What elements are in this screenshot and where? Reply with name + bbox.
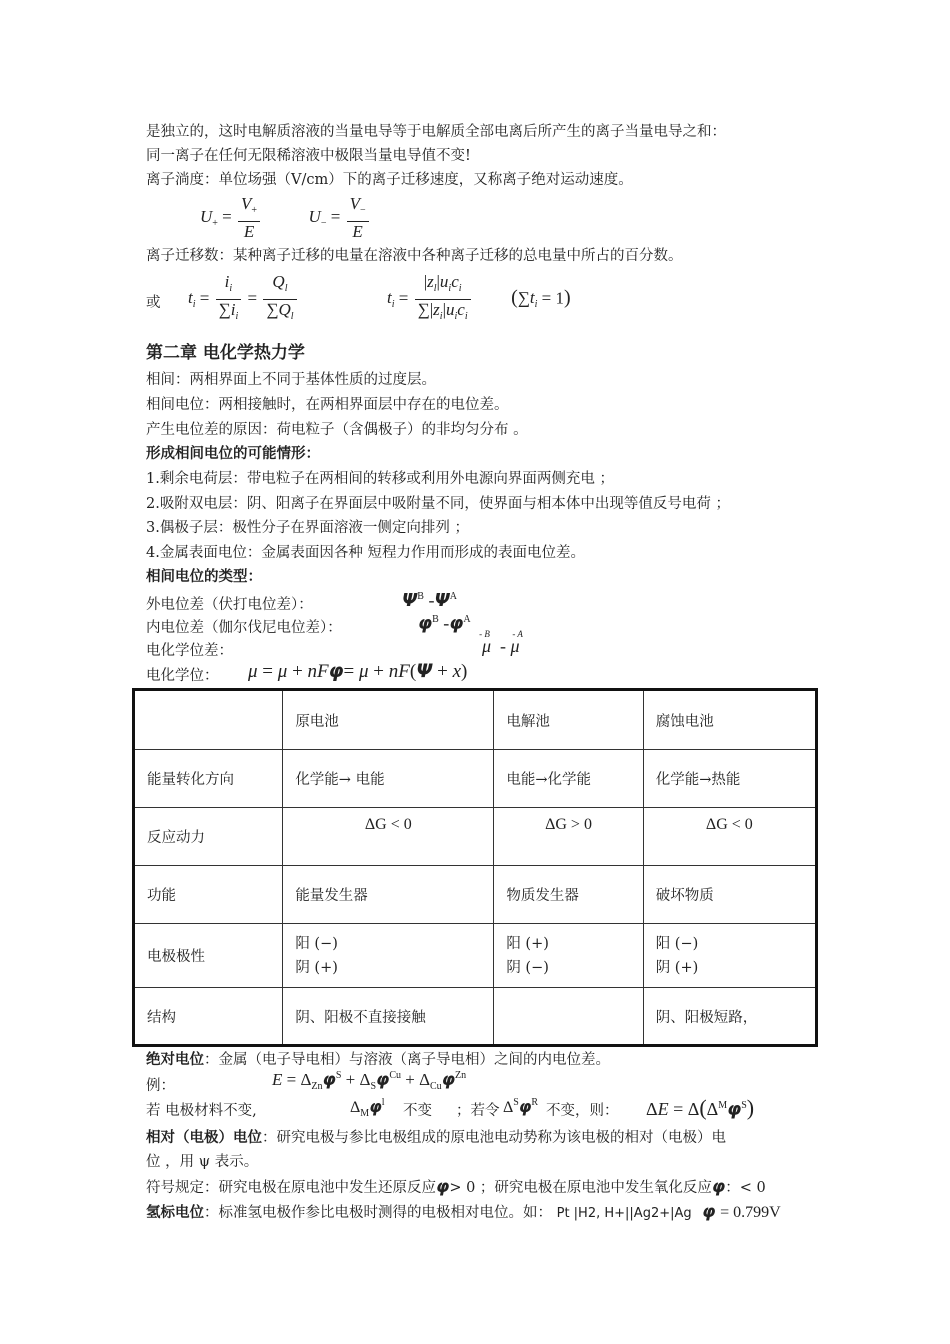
text-line: 同一离子在任何无限稀溶液中极限当量电导值不变! (146, 148, 471, 164)
text-line: 离子迁移数：某种离子迁移的电量在溶液中各种离子迁移的总电量中所占的百分数。 (146, 248, 683, 264)
table-cell (494, 988, 643, 1046)
table-row-label: 功能 (134, 866, 283, 924)
table-cell: ΔG < 0 (283, 808, 494, 866)
table-cell (494, 924, 643, 988)
term-relative-potential: 相对（电极）电位 (146, 1129, 262, 1146)
table-cell (283, 924, 494, 988)
text-line: 相间：两相界面上不同于基体性质的过度层。 (146, 372, 436, 388)
polarity-cathode: 阴 (−) (506, 959, 549, 976)
table-header-cell: 电解池 (494, 690, 643, 750)
list-item: 3.偶极子层：极性分子在界面溶液一侧定向排列 ； (146, 520, 469, 536)
text-line: 电化学位差： (146, 643, 233, 659)
table-row (134, 924, 817, 988)
table-cell: 阴、阳极短路， (643, 988, 816, 1046)
formula-ec-potential-diff: μ - μ (482, 636, 520, 656)
polarity-cathode: 阴 (+) (295, 959, 338, 976)
table-row-label: 能量转化方向 (134, 750, 283, 808)
text-line: 离子淌度：单位场强（V/cm）下的离子迁移速度，又称离子绝对运动速度。 (146, 172, 633, 188)
text-or: 或 (146, 295, 161, 311)
table-header-cell: 腐蚀电池 (643, 690, 816, 750)
formula-inner-potential: $\varphi^B$ $-\varphi^A$ $_{- B}$ $_{- A}$ (418, 613, 523, 639)
table-cell: 能量发生器 (283, 866, 494, 924)
table-cell: 阴、阳极不直接接触 (283, 988, 494, 1046)
text-line: 绝对电位：金属（电子导电相）与溶液（离子导电相）之间的内电位差。 (146, 1051, 610, 1068)
table-cell: 物质发生器 (494, 866, 643, 924)
formula-ec-potential: μ = μ + nFφ= μ + nF(Ψ + x) (248, 660, 468, 682)
text-line: 产生电位差的原因：荷电粒子（含偶极子）的非均匀分布 。 (146, 422, 528, 438)
table-row (134, 988, 817, 1046)
text-example: 例： (146, 1078, 175, 1094)
list-item: 2.吸附双电层：阴、阳离子在界面层中吸附量不同，使界面与相本体中出现等值反号电荷 ； (146, 496, 730, 512)
text-line: 若 电极材料不变, (146, 1103, 257, 1119)
text-line: 不变，则： (546, 1103, 619, 1119)
polarity-anode: 阳 (−) (655, 935, 699, 952)
text-line: 电化学位： (146, 668, 219, 684)
text-line: 外电位差（伏打电位差）： (146, 597, 313, 613)
formula-mobility: $U_+$ = $\frac{V_+}{E}$ $U_-$ = $\frac{V_-}{E}$ (200, 194, 371, 242)
table-cell: ΔG < 0 (643, 808, 816, 866)
chapter-title: 第二章 电化学热力学 (146, 343, 305, 363)
text-line: 符号规定：研究电极在原电池中发生还原反应φ> 0 ；研究电极在原电池中发生氧化反应φ：< 0 (146, 1177, 766, 1197)
formula-example: $E = \Delta_{Zn}\varphi^S + \Delta_S\varphi^{Cu} + \Delta_{Cu}\varphi^{Zn}$ (272, 1070, 467, 1092)
table-cell (643, 924, 816, 988)
polarity-anode: 阳 (+) (506, 935, 549, 952)
table-row (134, 750, 817, 808)
table-cell: 破坏物质 (643, 866, 816, 924)
table-row-label: 反应动力 (134, 808, 283, 866)
polarity-anode: 阳 (−) (295, 935, 338, 952)
text-line: 相对（电极）电位：研究电极与参比电极组成的原电池电动势称为该电极的相对（电极）电 (146, 1129, 726, 1146)
text-line: ；若令 (456, 1103, 500, 1119)
formula-reference: $\Delta^S\varphi^R$ (503, 1097, 539, 1116)
formula-condition: $\Delta_M\varphi^l$ (350, 1097, 385, 1119)
table-row (134, 808, 817, 866)
table-header-row (134, 690, 817, 750)
text-line: 不变 (403, 1103, 432, 1119)
table-row (134, 866, 817, 924)
text-line: 位 ，用 ψ 表示。 (146, 1154, 259, 1170)
text-line: 氢标电位：标准氢电极作参比电极时测得的电极相对电位。如： Pt |H2, H+||Ag2+|Ag φ = 0.799V (146, 1202, 781, 1222)
text-line: 相间电位：两相接触时，在两相界面层中存在的电位差。 (146, 397, 509, 413)
section-heading: 相间电位的类型： (146, 568, 262, 585)
polarity-cathode: 阴 (+) (655, 959, 699, 976)
table-row-label: 电极极性 (134, 924, 283, 988)
formula-delta-e: $\Delta E = \Delta(\Delta^M\varphi^S)$ (646, 1095, 755, 1120)
table-cell: 化学能→ 电能 (283, 750, 494, 808)
term-absolute-potential: 绝对电位 (146, 1051, 204, 1068)
table-header-cell: 原电池 (283, 690, 494, 750)
text-line: 是独立的，这时电解质溶液的当量电导等于电解质全部电离后所产生的离子当量电导之和： (146, 124, 726, 140)
table-header-cell (134, 690, 283, 750)
formula-outer-potential: $\Psi^B$ $-\Psi^A$ (402, 590, 457, 611)
table-cell: 电能→化学能 (494, 750, 643, 808)
comparison-table (132, 688, 818, 1047)
section-heading: 形成相间电位的可能情形： (146, 445, 320, 462)
table-cell: ΔG > 0 (494, 808, 643, 866)
text-line: 内电位差（伽尔伐尼电位差）： (146, 620, 342, 636)
list-item: 4.金属表面电位：金属表面因各种 短程力作用而形成的表面电位差。 (146, 545, 585, 561)
term-hydrogen-potential: 氢标电位 (146, 1204, 204, 1221)
list-item: 1.剩余电荷层：带电粒子在两相间的转移或利用外电源向界面两侧充电 ； (146, 471, 614, 487)
table-cell: 化学能→热能 (643, 750, 816, 808)
table-row-label: 结构 (134, 988, 283, 1046)
formula-transference: $t_i$ = $\frac{i_i}{\sum i_i}$ = $\frac{Q_l}{\sum Q_l}$ $t_i$ = $\frac{|z_l|u_ic_i}{\sum|z_i|u_ic_i}$ $(\sum t_i = 1)$ (188, 272, 571, 322)
